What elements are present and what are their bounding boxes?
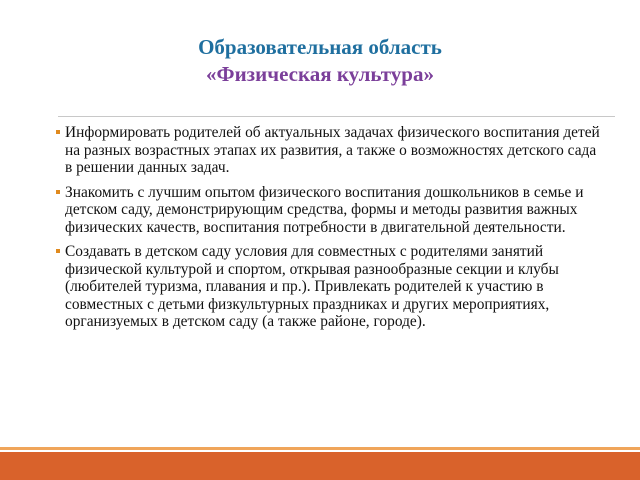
bullet-square-icon bbox=[56, 249, 60, 253]
title-divider bbox=[58, 116, 615, 117]
bullet-text: Создавать в детском саду условия для совместных с родителями занятий физической культурой и спортом, открывая разнообразные секции и клубы (любителей туризма, плавания и пр.). Привлекать родителей к участию в совместных с детьми физкультурных праздниках и других мероприятиях, организуемых в детском саду (а также районе, городе). bbox=[65, 243, 559, 330]
bullet-text: Информировать родителей об актуальных задачах физического воспитания детей на разных возрастных этапах их развития, а также о возможностях детского сада в решении данных задач. bbox=[65, 124, 600, 176]
bullet-item-create-conditions bbox=[56, 243, 602, 331]
slide-title bbox=[0, 34, 640, 88]
bullet-item-inform bbox=[56, 124, 602, 177]
bullet-text: Знакомить с лучшим опытом физического воспитания дошкольников в семье и детском саду, демонстрирующим средства, формы и методы развития важных физических качеств, воспитания потребности в двигательной деятельности. bbox=[65, 183, 584, 236]
footer-bar bbox=[0, 452, 640, 480]
title-line-1: Образовательная область bbox=[198, 35, 442, 59]
bullet-square-icon bbox=[56, 190, 60, 194]
bullet-square-icon bbox=[56, 130, 60, 134]
footer-accent-line bbox=[0, 447, 640, 450]
bullet-list bbox=[56, 124, 602, 338]
bullet-item-introduce bbox=[56, 184, 602, 237]
title-line-2: «Физическая культура» bbox=[206, 62, 434, 86]
